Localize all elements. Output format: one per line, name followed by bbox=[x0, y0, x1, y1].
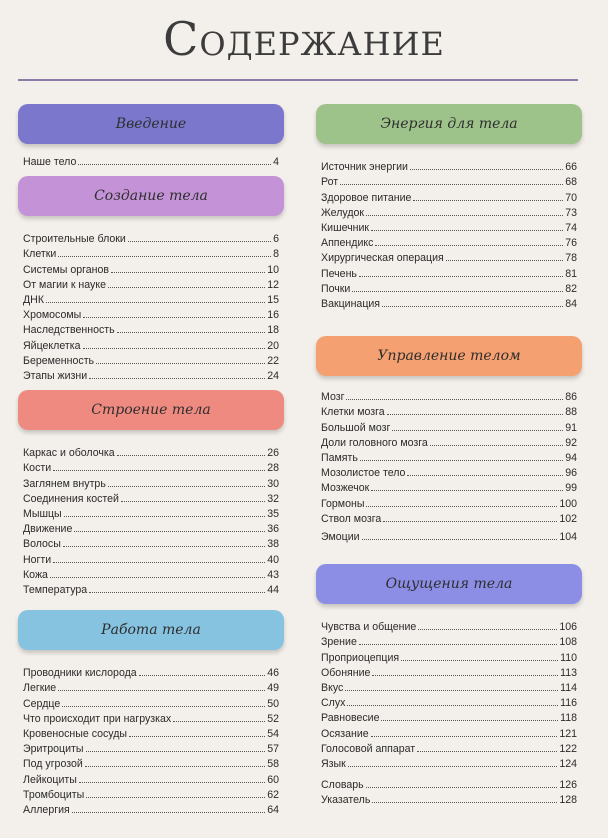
title-divider bbox=[18, 79, 578, 81]
dot-leader bbox=[128, 241, 271, 242]
toc-entry[interactable] bbox=[321, 295, 577, 310]
entry-page-number: 96 bbox=[565, 467, 577, 480]
toc-entry[interactable] bbox=[23, 566, 279, 581]
dot-leader bbox=[407, 475, 563, 476]
toc-entry[interactable] bbox=[23, 550, 279, 565]
entry-page-number: 121 bbox=[559, 727, 577, 740]
toc-section bbox=[18, 176, 284, 382]
entry-list bbox=[18, 230, 284, 382]
entry-page-number: 64 bbox=[267, 803, 279, 816]
toc-entry[interactable] bbox=[23, 291, 279, 306]
toc-entry[interactable] bbox=[321, 618, 577, 633]
toc-entry[interactable] bbox=[23, 260, 279, 275]
entry-title: От магии к науке bbox=[23, 278, 106, 291]
dot-leader bbox=[366, 215, 563, 216]
toc-entry[interactable] bbox=[23, 321, 279, 336]
entry-title: Ногти bbox=[23, 553, 52, 566]
toc-section bbox=[316, 336, 582, 543]
toc-entry[interactable] bbox=[23, 725, 279, 740]
entry-list bbox=[316, 158, 582, 310]
entry-page-number: 66 bbox=[565, 161, 577, 174]
dot-leader bbox=[74, 531, 265, 532]
toc-entry[interactable] bbox=[321, 388, 577, 403]
toc-entry[interactable] bbox=[23, 770, 279, 785]
entry-title: Осязание bbox=[321, 727, 369, 740]
dot-leader bbox=[53, 470, 265, 471]
toc-entry[interactable] bbox=[321, 234, 577, 249]
entry-page-number: 106 bbox=[559, 621, 577, 634]
toc-entry[interactable] bbox=[23, 520, 279, 535]
entry-page-number: 70 bbox=[565, 191, 577, 204]
entry-list bbox=[316, 618, 582, 806]
dot-leader bbox=[347, 705, 558, 706]
entry-page-number: 76 bbox=[565, 237, 577, 250]
toc-section bbox=[18, 104, 284, 168]
toc-entry[interactable] bbox=[23, 679, 279, 694]
dot-leader bbox=[346, 399, 563, 400]
entry-title: Доли головного мозга bbox=[321, 436, 428, 449]
entry-page-number: 68 bbox=[565, 176, 577, 189]
entry-page-number: 22 bbox=[267, 354, 279, 367]
entry-title: Печень bbox=[321, 267, 357, 280]
entry-page-number: 81 bbox=[565, 267, 577, 280]
toc-entry[interactable] bbox=[321, 528, 577, 543]
entry-page-number: 99 bbox=[565, 482, 577, 495]
dot-leader bbox=[64, 516, 266, 517]
dot-leader bbox=[46, 302, 265, 303]
entry-title: Словарь bbox=[321, 779, 364, 792]
toc-entry[interactable] bbox=[23, 755, 279, 770]
toc-entry[interactable] bbox=[321, 664, 577, 679]
entry-title: Легкие bbox=[23, 682, 57, 695]
toc-entry[interactable] bbox=[321, 249, 577, 264]
toc-entry[interactable] bbox=[321, 740, 577, 755]
dot-leader bbox=[72, 812, 265, 813]
toc-entry[interactable] bbox=[321, 633, 577, 648]
toc-entry[interactable] bbox=[23, 535, 279, 550]
entry-title: Аппендикс bbox=[321, 237, 374, 250]
entry-page-number: 49 bbox=[267, 682, 279, 695]
dot-leader bbox=[392, 430, 563, 431]
entry-title: Волосы bbox=[23, 538, 61, 551]
toc-entry[interactable] bbox=[23, 710, 279, 725]
entry-title: Аллергия bbox=[23, 803, 70, 816]
toc-entry[interactable] bbox=[23, 664, 279, 679]
toc-entry[interactable] bbox=[321, 494, 577, 509]
entry-title: Указатель bbox=[321, 794, 371, 807]
entry-title: Мозжечок bbox=[321, 482, 370, 495]
toc-entry[interactable] bbox=[321, 173, 577, 188]
entry-title: Чувства и общение bbox=[321, 621, 417, 634]
entry-page-number: 26 bbox=[267, 447, 279, 460]
entry-title: Голосовой аппарат bbox=[321, 742, 416, 755]
toc-section bbox=[18, 390, 284, 596]
dot-leader bbox=[129, 736, 265, 737]
entry-title: Наше тело bbox=[23, 156, 77, 169]
entry-page-number: 46 bbox=[267, 667, 279, 680]
entry-page-number: 100 bbox=[559, 497, 577, 510]
toc-entry[interactable] bbox=[23, 367, 279, 382]
dot-leader bbox=[372, 802, 557, 803]
entry-page-number: 40 bbox=[267, 553, 279, 566]
entry-page-number: 88 bbox=[565, 406, 577, 419]
toc-entry[interactable] bbox=[23, 474, 279, 489]
dot-leader bbox=[173, 721, 265, 722]
entry-title: Здоровое питание bbox=[321, 191, 412, 204]
dot-leader bbox=[381, 720, 558, 721]
dot-leader bbox=[121, 501, 265, 502]
entry-title: Системы органов bbox=[23, 263, 110, 276]
toc-entry[interactable] bbox=[23, 352, 279, 367]
dot-leader bbox=[108, 486, 265, 487]
dot-leader bbox=[371, 490, 563, 491]
entry-page-number: 108 bbox=[559, 636, 577, 649]
toc-entry[interactable] bbox=[23, 786, 279, 801]
entry-page-number: 52 bbox=[267, 712, 279, 725]
entry-list bbox=[18, 444, 284, 596]
entry-title: Хирургическая операция bbox=[321, 252, 444, 265]
entry-page-number: 62 bbox=[267, 788, 279, 801]
entry-page-number: 113 bbox=[560, 666, 577, 679]
entry-page-number: 35 bbox=[267, 507, 279, 520]
entry-title: Проприоцепция bbox=[321, 651, 400, 664]
entry-title: Источник энергии bbox=[321, 161, 408, 174]
entry-page-number: 38 bbox=[267, 538, 279, 551]
dot-leader bbox=[413, 200, 563, 201]
entry-title: ДНК bbox=[23, 293, 44, 306]
toc-entry[interactable] bbox=[23, 230, 279, 245]
entry-page-number: 6 bbox=[273, 233, 279, 246]
entry-list bbox=[18, 153, 284, 168]
toc-entry[interactable] bbox=[321, 724, 577, 739]
entry-title: Ствол мозга bbox=[321, 512, 382, 525]
dot-leader bbox=[58, 690, 265, 691]
entry-page-number: 30 bbox=[267, 477, 279, 490]
toc-entry[interactable] bbox=[23, 740, 279, 755]
dot-leader bbox=[371, 736, 558, 737]
toc-entry[interactable] bbox=[321, 709, 577, 724]
entry-title: Яйцеклетка bbox=[23, 339, 81, 352]
dot-leader bbox=[352, 291, 563, 292]
toc-entry[interactable] bbox=[321, 280, 577, 295]
dot-leader bbox=[83, 317, 265, 318]
entry-title: Кишечник bbox=[321, 221, 370, 234]
toc-section bbox=[316, 104, 582, 310]
entry-page-number: 50 bbox=[267, 697, 279, 710]
toc-entry[interactable] bbox=[321, 264, 577, 279]
entry-title: Мозолистое тело bbox=[321, 467, 406, 480]
entry-page-number: 94 bbox=[565, 451, 577, 464]
entry-title: Каркас и оболочка bbox=[23, 447, 115, 460]
entry-page-number: 86 bbox=[565, 391, 577, 404]
entry-title: Почки bbox=[321, 282, 351, 295]
toc-entry[interactable] bbox=[321, 403, 577, 418]
section-banner: Управление телом bbox=[316, 336, 582, 376]
entry-title: Кровеносные сосуды bbox=[23, 727, 128, 740]
entry-page-number: 60 bbox=[267, 773, 279, 786]
section-banner: Введение bbox=[18, 104, 284, 144]
entry-page-number: 124 bbox=[559, 757, 577, 770]
entry-list bbox=[316, 388, 582, 543]
entry-title: Мозг bbox=[321, 391, 345, 404]
entry-title: Лейкоциты bbox=[23, 773, 77, 786]
entry-title: Желудок bbox=[321, 206, 365, 219]
dot-leader bbox=[89, 592, 265, 593]
dot-leader bbox=[83, 348, 266, 349]
entry-page-number: 44 bbox=[267, 583, 279, 596]
dot-leader bbox=[96, 363, 265, 364]
dot-leader bbox=[401, 660, 558, 661]
entry-title: Слух bbox=[321, 697, 346, 710]
entry-title: Гормоны bbox=[321, 497, 365, 510]
dot-leader bbox=[117, 332, 266, 333]
toc-entry[interactable] bbox=[23, 459, 279, 474]
dot-leader bbox=[375, 245, 563, 246]
dot-leader bbox=[111, 272, 265, 273]
entry-title: Сердце bbox=[23, 697, 61, 710]
entry-page-number: 16 bbox=[267, 309, 279, 322]
entry-title: Беременность bbox=[23, 354, 95, 367]
entry-page-number: 24 bbox=[267, 369, 279, 382]
entry-page-number: 78 bbox=[565, 252, 577, 265]
entry-title: Эмоции bbox=[321, 530, 360, 543]
dot-leader bbox=[348, 766, 558, 767]
entry-title: Температура bbox=[23, 583, 88, 596]
entry-title: Память bbox=[321, 451, 358, 464]
toc-entry[interactable] bbox=[321, 755, 577, 770]
toc-entry[interactable] bbox=[23, 306, 279, 321]
entry-page-number: 118 bbox=[560, 712, 577, 725]
dot-leader bbox=[78, 164, 271, 165]
toc-entry[interactable] bbox=[23, 276, 279, 291]
entry-title: Мышцы bbox=[23, 507, 62, 520]
entry-page-number: 20 bbox=[267, 339, 279, 352]
dot-leader bbox=[371, 230, 563, 231]
toc-entry[interactable] bbox=[23, 245, 279, 260]
toc-entry[interactable] bbox=[321, 158, 577, 173]
dot-leader bbox=[418, 629, 557, 630]
toc-entry[interactable] bbox=[321, 479, 577, 494]
dot-leader bbox=[387, 414, 564, 415]
section-banner: Строение тела bbox=[18, 390, 284, 430]
entry-title: Что происходит при нагрузках bbox=[23, 712, 172, 725]
entry-page-number: 82 bbox=[565, 282, 577, 295]
entry-page-number: 104 bbox=[559, 530, 577, 543]
dot-leader bbox=[139, 675, 266, 676]
dot-leader bbox=[85, 766, 265, 767]
dot-leader bbox=[362, 539, 558, 540]
dot-leader bbox=[108, 287, 265, 288]
section-banner: Ощущения тела bbox=[316, 564, 582, 604]
entry-title: Соединения костей bbox=[23, 492, 119, 505]
dot-leader bbox=[79, 782, 265, 783]
dot-leader bbox=[446, 260, 563, 261]
entry-title: Этапы жизни bbox=[23, 369, 88, 382]
entry-title: Строительные блоки bbox=[23, 233, 126, 246]
dot-leader bbox=[62, 706, 265, 707]
toc-entry[interactable] bbox=[23, 444, 279, 459]
entry-page-number: 122 bbox=[559, 742, 577, 755]
toc-entry[interactable] bbox=[321, 694, 577, 709]
dot-leader bbox=[366, 506, 557, 507]
entry-page-number: 32 bbox=[267, 492, 279, 505]
toc-entry[interactable] bbox=[321, 219, 577, 234]
entry-title: Под угрозой bbox=[23, 758, 83, 771]
entry-page-number: 28 bbox=[267, 462, 279, 475]
entry-title: Вакцинация bbox=[321, 297, 381, 310]
entry-title: Клетки bbox=[23, 248, 57, 261]
entry-title: Большой мозг bbox=[321, 421, 391, 434]
entry-page-number: 57 bbox=[267, 743, 279, 756]
toc-entry[interactable] bbox=[321, 434, 577, 449]
entry-title: Кости bbox=[23, 462, 52, 475]
entry-page-number: 128 bbox=[559, 794, 577, 807]
entry-title: Проводники кислорода bbox=[23, 667, 137, 680]
toc-entry[interactable] bbox=[23, 581, 279, 596]
toc-entry[interactable] bbox=[23, 505, 279, 520]
dot-leader bbox=[383, 521, 557, 522]
entry-page-number: 74 bbox=[565, 221, 577, 234]
dot-leader bbox=[58, 256, 271, 257]
toc-entry[interactable] bbox=[321, 776, 577, 791]
dot-leader bbox=[340, 184, 563, 185]
dot-leader bbox=[50, 577, 265, 578]
dot-leader bbox=[372, 675, 558, 676]
dot-leader bbox=[366, 787, 558, 788]
entry-title: Кожа bbox=[23, 568, 48, 581]
entry-page-number: 73 bbox=[565, 206, 577, 219]
toc-entry[interactable] bbox=[23, 490, 279, 505]
section-banner: Энергия для тела bbox=[316, 104, 582, 144]
dot-leader bbox=[359, 276, 563, 277]
dot-leader bbox=[360, 460, 563, 461]
entry-page-number: 10 bbox=[267, 263, 279, 276]
entry-page-number: 126 bbox=[559, 779, 577, 792]
toc-entry[interactable] bbox=[321, 648, 577, 663]
toc-entry[interactable] bbox=[321, 188, 577, 203]
entry-title: Хромосомы bbox=[23, 309, 82, 322]
entry-page-number: 43 bbox=[267, 568, 279, 581]
entry-page-number: 116 bbox=[560, 697, 577, 710]
entry-title: Обоняние bbox=[321, 666, 371, 679]
dot-leader bbox=[86, 797, 265, 798]
toc-entry[interactable] bbox=[321, 418, 577, 433]
dot-leader bbox=[86, 751, 266, 752]
toc-section bbox=[316, 564, 582, 806]
entry-title: Язык bbox=[321, 757, 346, 770]
toc-entry[interactable] bbox=[321, 791, 577, 806]
toc-entry[interactable] bbox=[23, 801, 279, 816]
entry-title: Тромбоциты bbox=[23, 788, 85, 801]
toc-entry[interactable] bbox=[321, 204, 577, 219]
entry-title: Клетки мозга bbox=[321, 406, 385, 419]
entry-page-number: 36 bbox=[267, 523, 279, 536]
page-title: Содержание bbox=[163, 12, 445, 66]
entry-title: Рот bbox=[321, 176, 339, 189]
dot-leader bbox=[382, 306, 563, 307]
dot-leader bbox=[89, 378, 265, 379]
section-banner: Работа тела bbox=[18, 610, 284, 650]
entry-page-number: 110 bbox=[560, 651, 577, 664]
toc-entry[interactable] bbox=[321, 679, 577, 694]
entry-page-number: 114 bbox=[560, 681, 577, 694]
entry-page-number: 4 bbox=[273, 156, 279, 169]
dot-leader bbox=[345, 690, 558, 691]
dot-leader bbox=[430, 445, 563, 446]
entry-title: Вкус bbox=[321, 681, 344, 694]
entry-page-number: 12 bbox=[267, 278, 279, 291]
toc-section bbox=[18, 610, 284, 816]
entry-page-number: 8 bbox=[273, 248, 279, 261]
entry-title: Движение bbox=[23, 523, 73, 536]
toc-entry[interactable] bbox=[23, 153, 279, 168]
toc-entry[interactable] bbox=[23, 336, 279, 351]
entry-page-number: 92 bbox=[565, 436, 577, 449]
entry-title: Наследственность bbox=[23, 324, 115, 337]
dot-leader bbox=[410, 169, 563, 170]
entry-page-number: 91 bbox=[565, 421, 577, 434]
entry-page-number: 102 bbox=[559, 512, 577, 525]
toc-entry[interactable] bbox=[321, 510, 577, 525]
entry-title: Зрение bbox=[321, 636, 357, 649]
entry-page-number: 18 bbox=[267, 324, 279, 337]
entry-title: Заглянем внутрь bbox=[23, 477, 106, 490]
entry-title: Эритроциты bbox=[23, 743, 84, 756]
dot-leader bbox=[53, 562, 265, 563]
entry-page-number: 54 bbox=[267, 727, 279, 740]
entry-list bbox=[18, 664, 284, 816]
entry-page-number: 58 bbox=[267, 758, 279, 771]
dot-leader bbox=[117, 455, 266, 456]
dot-leader bbox=[63, 546, 265, 547]
dot-leader bbox=[417, 751, 557, 752]
section-banner: Создание тела bbox=[18, 176, 284, 216]
entry-title: Равновесие bbox=[321, 712, 380, 725]
entry-page-number: 15 bbox=[267, 293, 279, 306]
dot-leader bbox=[359, 644, 557, 645]
toc-entry[interactable] bbox=[23, 694, 279, 709]
entry-page-number: 84 bbox=[565, 297, 577, 310]
toc-entry[interactable] bbox=[321, 449, 577, 464]
toc-entry[interactable] bbox=[321, 464, 577, 479]
